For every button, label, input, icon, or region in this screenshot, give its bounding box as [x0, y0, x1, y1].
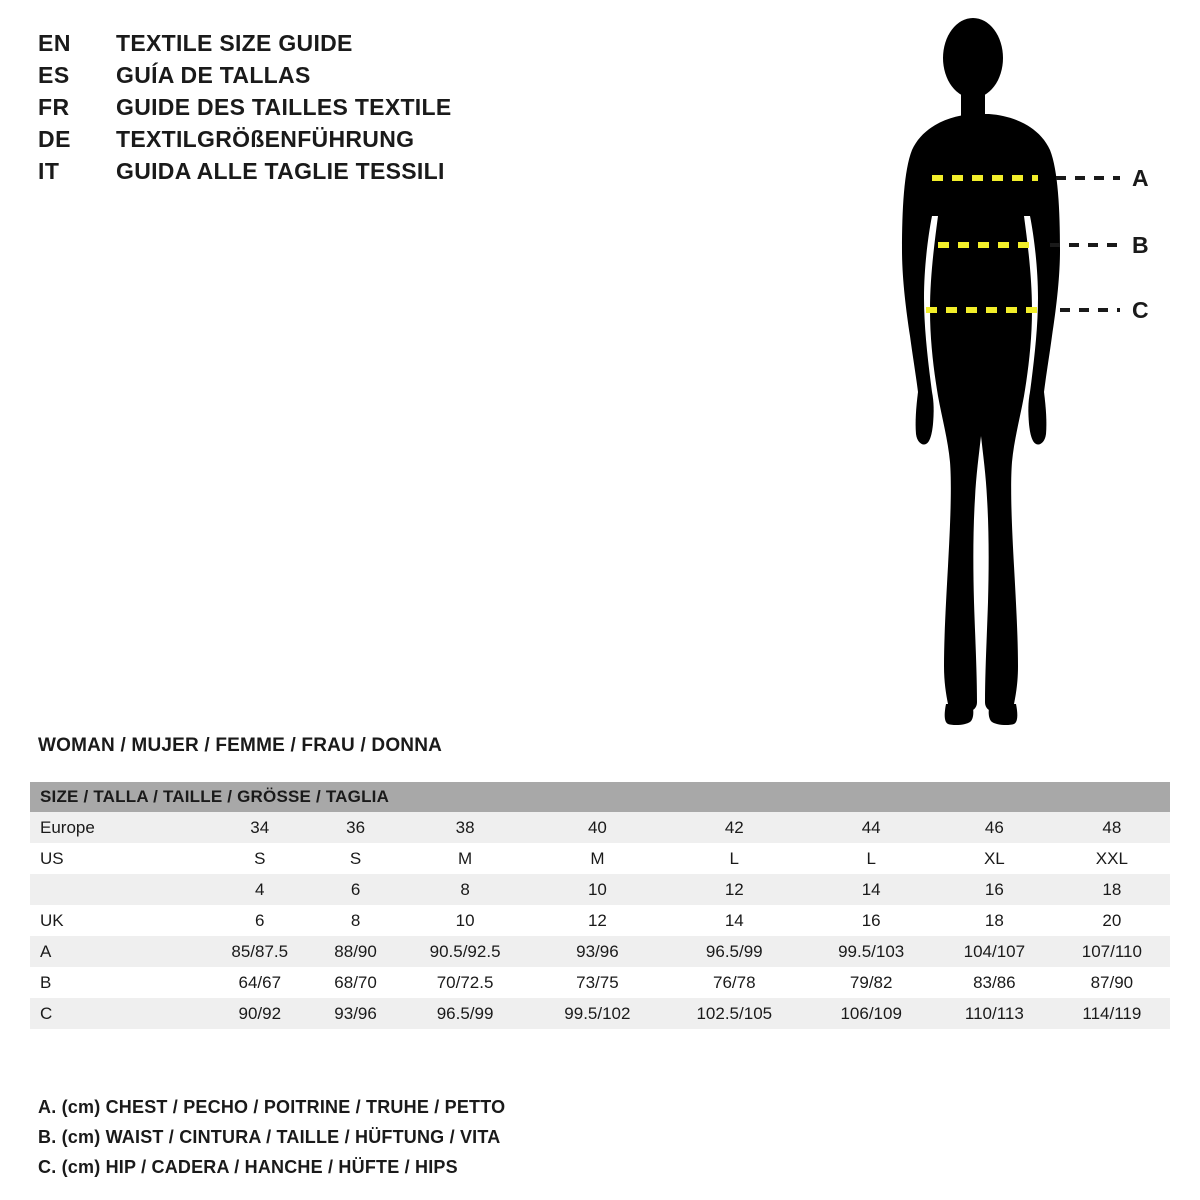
title-lang-code: ES — [38, 62, 70, 88]
table-cell: 93/96 — [334, 1003, 377, 1023]
title-row — [38, 30, 452, 62]
table-cell: L — [729, 848, 740, 868]
table-cell: 110/113 — [964, 1003, 1024, 1023]
table-row — [30, 936, 1170, 967]
table-row — [30, 843, 1170, 874]
table-cell: 107/110 — [1081, 941, 1142, 961]
table-body — [30, 812, 1170, 1029]
table-cell: 90/92 — [238, 1003, 282, 1023]
table-cell: 44 — [861, 817, 881, 837]
table-cell: 99.5/102 — [564, 1003, 631, 1023]
row-label: A — [40, 941, 52, 961]
row-label: B — [40, 972, 52, 992]
title-text: TEXTILE SIZE GUIDE — [116, 30, 353, 56]
title-row — [38, 158, 452, 190]
table-cell: 90.5/92.5 — [429, 941, 501, 961]
table-cell: 18 — [1102, 879, 1122, 899]
table-cell: 10 — [587, 879, 607, 899]
table-cell: 93/96 — [576, 941, 619, 961]
table-cell: 106/109 — [840, 1003, 902, 1023]
row-label: Europe — [40, 817, 95, 837]
table-cell: 83/86 — [973, 972, 1016, 992]
table-cell: 6 — [255, 910, 265, 930]
footnote-waist: B. (cm) WAIST / CINTURA / TAILLE / HÜFTUNG / VITA — [38, 1127, 501, 1147]
table-head — [30, 782, 1170, 812]
title-lang-code: FR — [38, 94, 70, 120]
table-cell: 18 — [984, 910, 1004, 930]
table-cell: S — [254, 848, 266, 868]
table-cell: XXL — [1095, 848, 1128, 868]
measure-label-b: B — [1132, 232, 1149, 258]
table-cell: M — [457, 848, 473, 868]
table-cell: 87/90 — [1090, 972, 1134, 992]
table-cell: 46 — [984, 817, 1004, 837]
female-body-figure — [860, 10, 1200, 740]
table-cell: 36 — [346, 817, 366, 837]
table-cell: 14 — [861, 879, 881, 899]
table-cell: 99.5/103 — [838, 941, 905, 961]
table-cell: 40 — [587, 817, 607, 837]
table-row — [30, 998, 1170, 1029]
table-cell: 70/72.5 — [436, 972, 494, 992]
title-text: GUIDE DES TAILLES TEXTILE — [116, 94, 452, 120]
table-cell: 14 — [724, 910, 744, 930]
table-header-row — [30, 782, 1170, 812]
title-text: GUIDA ALLE TAGLIE TESSILI — [116, 158, 445, 184]
title-row — [38, 126, 452, 158]
table-cell: L — [866, 848, 876, 868]
title-row — [38, 62, 452, 94]
table-cell: 34 — [250, 817, 270, 837]
size-table — [30, 782, 1170, 1029]
table-cell: S — [349, 848, 362, 868]
table-cell: 104/107 — [963, 941, 1026, 961]
table-row — [30, 874, 1170, 905]
measure-label-a: A — [1132, 165, 1149, 191]
table-cell: 114/119 — [1082, 1003, 1142, 1023]
title-text: TEXTILGRÖßENFÜHRUNG — [116, 126, 415, 152]
table-cell: 6 — [350, 879, 361, 899]
table-cell: 10 — [455, 910, 475, 930]
table-cell: 96.5/99 — [705, 941, 763, 961]
footnote-chest: A. (cm) CHEST / PECHO / POITRINE / TRUHE / PETTO — [38, 1097, 506, 1117]
table-cell: 12 — [724, 879, 744, 899]
table-cell: 64/67 — [238, 972, 282, 992]
table-cell: 48 — [1102, 817, 1122, 837]
section-heading-woman: WOMAN / MUJER / FEMME / FRAU / DONNA — [38, 735, 443, 756]
table-cell: 4 — [255, 879, 265, 899]
footnotes — [38, 1092, 505, 1182]
title-row — [38, 94, 452, 126]
footnote-hip: C. (cm) HIP / CADERA / HANCHE / HÜFTE / HIPS — [38, 1157, 458, 1177]
measure-label-c: C — [1132, 297, 1149, 323]
table-row — [30, 967, 1170, 998]
table-cell: 16 — [861, 910, 881, 930]
table-cell: 88/90 — [334, 941, 377, 961]
table-cell: XL — [983, 848, 1005, 868]
row-label: C — [40, 1003, 53, 1023]
female-silhouette-icon — [860, 10, 1200, 740]
table-cell: 8 — [460, 879, 470, 899]
table-cell: 102.5/105 — [696, 1003, 773, 1023]
table-cell: 73/75 — [576, 972, 619, 992]
table-row — [30, 905, 1170, 936]
row-label — [30, 874, 205, 905]
title-block — [38, 30, 452, 190]
table-cell: 8 — [350, 910, 361, 930]
table-cell: 79/82 — [849, 972, 893, 992]
table-cell: 12 — [587, 910, 607, 930]
table-cell: M — [590, 848, 605, 868]
table-cell: 85/87.5 — [231, 941, 289, 961]
table-cell: 42 — [724, 817, 744, 837]
title-lang-code: EN — [38, 30, 71, 56]
title-lang-code: DE — [38, 126, 71, 152]
table-header-cell: SIZE / TALLA / TAILLE / GRÖSSE / TAGLIA — [30, 782, 1170, 812]
title-lang-code: IT — [38, 158, 60, 184]
row-label: UK — [40, 910, 64, 930]
table-cell: 20 — [1102, 910, 1122, 930]
table-cell: 38 — [455, 817, 475, 837]
table-cell: 96.5/99 — [436, 1003, 494, 1023]
row-label: US — [40, 848, 64, 868]
table-cell: 16 — [984, 879, 1004, 899]
table-row — [30, 812, 1170, 843]
table-cell: 68/70 — [334, 972, 377, 992]
title-text: GUÍA DE TALLAS — [116, 62, 311, 88]
table-cell: 76/78 — [713, 972, 756, 992]
